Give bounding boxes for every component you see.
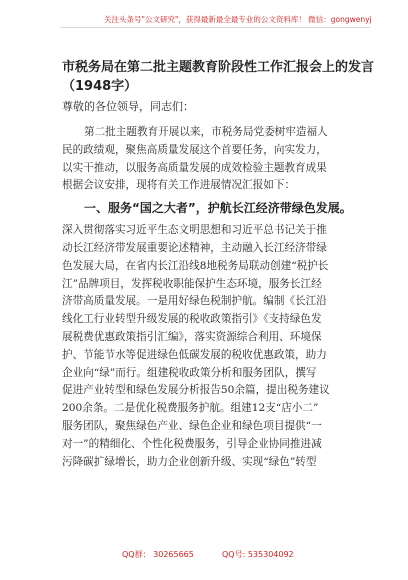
footer-qq-number: QQ号: 535304092 [222,550,294,559]
paragraph-line: 动长江经济带发展重要论述精神，主动融入长江经济带绿 [62,241,327,254]
paragraph-line: 色发展大局，在省内长江沿线8地税务局联动创建“税护长 [62,259,329,272]
footer-qq-group: QQ群： 30265665 [122,550,194,559]
document-body [62,124,362,471]
paragraph-line: 深入贯彻落实习近平生态文明思想和习近平总书记关于推 [62,224,327,237]
title-word-count: （1948字） [62,79,138,94]
paragraph-line: 200余条。二是优化税费服务护航。组建12支“店小二” [62,402,319,415]
paragraph-line: 线化工行业转型升级发展的税收政策指引》《支持绿色发 [62,313,322,326]
paragraph-line: 济带高质量发展。一是用好绿色税制护航。编制《长江沿 [62,295,327,308]
paragraph-line: 民的政绩观，聚焦高质量发展这个首要任务，向实发力， [62,143,327,156]
paragraph-line: 展税费优惠政策指引汇编》，落实资源综合利用、环境保 [62,330,322,343]
paragraph-line: 江”品牌项目，发挥税收职能保护生态环境，服务长江经 [62,277,322,290]
paragraph-line: 污降碳扩绿增长，助力企业创新升级、实现“绿色”转型 [62,455,317,468]
paragraph-line: 以实干推动，以服务高质量发展的成效检验主题教育成果 [62,161,327,174]
salutation: 尊敬的各位领导，同志们： [62,100,194,113]
paragraph-line: 促进产业转型和绿色发展分析报告50余篇，提出税务建议 [62,384,330,397]
paragraph-line: 对一”的精细化、个性化税费服务，引导企业协同推进减 [62,437,322,450]
footer-contact [0,549,408,563]
document-title [62,58,375,96]
paragraph-line: 根据会议安排，现将有关工作进展情况汇报如下： [62,179,296,192]
paragraph-line: 第二批主题教育开展以来，市税务局党委树牢造福人 [84,126,328,138]
header-promo-banner: 关注头条号"公文研究"，获得最新最全最专业的公文资料库！ 微信：gongwenyj [104,15,372,24]
paragraph-line: 护、节能节水等促进绿色低碳发展的税收优惠政策，助力 [62,348,327,361]
section-heading: 一、服务“国之大者”，护航长江经济带绿色发展。 [84,201,352,216]
title-line: 市税务局在第二批主题教育阶段性工作汇报会上的发言 [62,60,375,75]
paragraph-line: 企业向“绿”而行。组建税收政策分析和服务团队，撰写 [62,366,317,379]
header-divider [60,27,370,28]
paragraph-line: 服务团队，聚焦绿色产业、绿色企业和绿色项目提供“一 [62,419,322,432]
